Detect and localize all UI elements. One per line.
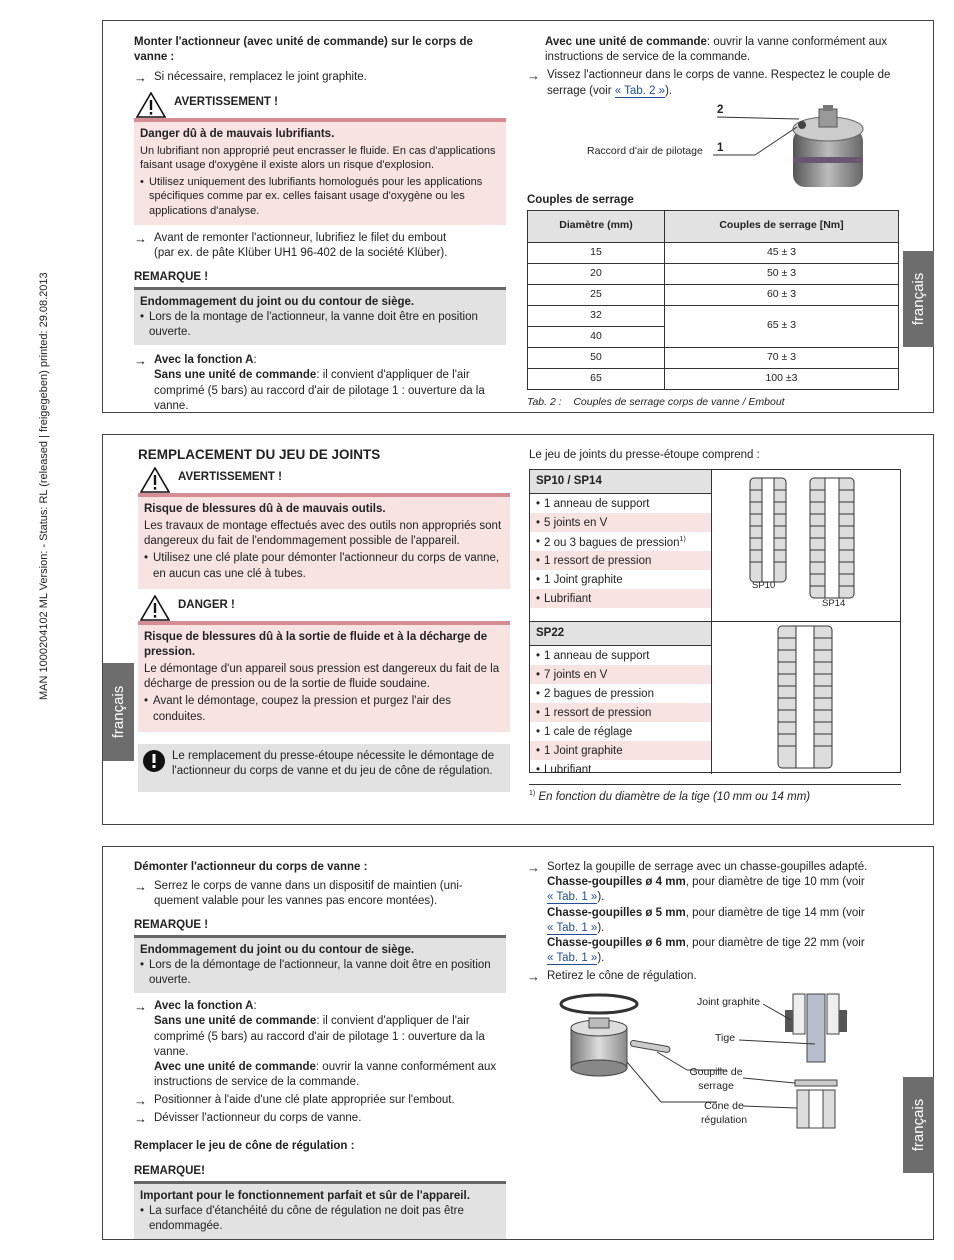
- p3-remark-body: [134, 938, 506, 994]
- fig-caption-pilot-air: Raccord d'air de pilotage: [587, 144, 703, 157]
- p3-step-remove-cone: → Retirez le cône de régulation.: [527, 969, 905, 984]
- p1-remark-body: [134, 290, 506, 346]
- p2-danger-bullet: • Avant le démontage, coupez la pression et purgez l'air des conduites.: [144, 694, 504, 724]
- p1-step-lubricate-text: → Avant de remonter l'actionneur, lubrifiez le filet du embout: [154, 232, 447, 245]
- p3-heading-2: Remplacer le jeu de cône de régulation :: [134, 1139, 355, 1152]
- print-status-text: MAN 1000204102 ML Version: - Status: RL (released | freigegeben) printed: 29.08.2013: [38, 272, 50, 700]
- list-item: • 1 cale de réglage: [530, 722, 711, 741]
- punch-4mm-text: , pour diamètre de tige 10 mm (voir: [685, 876, 865, 889]
- p1-step-lubricate-note: (par ex. de pâte Klüber UH1 96-402 de la société Klüber).: [154, 247, 448, 260]
- table-row: 15 45 ± 3: [528, 242, 899, 263]
- punch-5mm: Chasse-goupilles ø 5 mm: [547, 906, 686, 919]
- p2-warning-bullet: • Utilisez une clé plate pour démonter l'actionneur du corps de vanne, en aucun cas une clé à tubes.: [144, 551, 504, 581]
- footnote-text: En fonction du diamètre de la tige (10 mm ou 14 mm): [538, 790, 811, 803]
- p1-warning-title: AVERTISSEMENT !: [174, 95, 278, 108]
- p1-with-control-unit-text: : ouvrir la vanne conformément aux instructions de service de la commande.: [545, 36, 888, 64]
- label-graphite-joint: Joint graphite: [697, 996, 761, 1009]
- p1-remark-title: REMARQUE !: [134, 270, 506, 290]
- seal-stack-drawing: [712, 470, 898, 620]
- p1-screw-close: ).: [665, 84, 673, 97]
- warning-triangle-icon: [140, 467, 170, 493]
- sp2-header: SP22: [530, 622, 711, 646]
- list-item: • 1 Joint graphite: [530, 741, 711, 760]
- torque-col-torque: Couples de serrage [Nm]: [665, 210, 899, 242]
- p3-remark-title: REMARQUE !: [134, 918, 506, 938]
- fig-label-2: 2: [717, 103, 724, 116]
- sp22-seal-stack-drawing: [712, 622, 898, 772]
- p2-warning-subtitle: Risque de blessures dû à de mauvais outils.: [144, 502, 386, 515]
- p2-right-column: [529, 448, 901, 803]
- footnote-number: 1): [529, 790, 536, 797]
- list-item: • 5 joints en V: [530, 513, 711, 532]
- list-item: • 1 ressort de pression: [530, 551, 711, 570]
- panel-actuator-mounting: [102, 20, 934, 413]
- footnote-marker: 1): [679, 536, 686, 544]
- table-row: 50 70 ± 3: [528, 347, 899, 368]
- tab-caption-number: Tab. 2 :: [527, 395, 562, 408]
- p3-remove-pin-text: → Sortez la goupille de serrage avec un chasse-goupilles adapté.: [547, 861, 868, 873]
- p2-danger-body: [138, 625, 510, 732]
- table-row: 32 65 ± 3: [528, 305, 899, 326]
- seal-kit-sp22: [530, 622, 900, 777]
- p2-warning-title: AVERTISSEMENT !: [178, 470, 282, 483]
- p2-danger-title: DANGER !: [178, 598, 235, 611]
- punch-6mm-text: , pour diamètre de tige 22 mm (voir: [685, 936, 865, 949]
- p1-actuator-figure: [527, 103, 907, 187]
- list-item: • 1 anneau de support: [530, 646, 711, 665]
- language-tab-fr[interactable]: français: [903, 251, 934, 347]
- torque-table: [527, 210, 899, 390]
- punch-6mm: Chasse-goupilles ø 6 mm: [547, 936, 686, 949]
- p1-warning-subtitle: Danger dû à de mauvais lubrifiants.: [140, 127, 335, 140]
- p2-section-title: REMPLACEMENT DU JEU DE JOINTS: [138, 447, 381, 462]
- list-item: • 2 ou 3 bagues de pression$^{1)}$: [530, 532, 711, 551]
- sp10-label: SP10: [752, 580, 776, 591]
- p3-remark2-bullet: • La surface d'étanchéité du cône de régulation ne doit pas être endommagée.: [140, 1204, 500, 1234]
- p2-warning-text: Les travaux de montage effectués avec des outils non appropriés sont dangereux du fait de l'endommagement possible de l'appareil.: [144, 519, 502, 548]
- p3-remark2-subtitle: Important pour le fonctionnement parfait et sûr de l'appareil.: [140, 1189, 470, 1202]
- tab-1-link[interactable]: « Tab. 1 »: [547, 921, 598, 934]
- p1-with-control-unit: Avec une unité de commande: [545, 36, 707, 48]
- p3-step-unscrew: → Dévisser l'actionneur du corps de vanne.: [134, 1111, 506, 1126]
- tab-2-link[interactable]: « Tab. 2 »: [614, 84, 666, 97]
- punch-5mm-text: , pour diamètre de tige 14 mm (voir: [685, 906, 865, 919]
- seal-kit-table: [529, 469, 901, 777]
- p1-remark-subtitle: Endommagement du joint ou du contour de siège.: [140, 295, 415, 308]
- list-item: • 2 bagues de pression: [530, 684, 711, 703]
- label-regulating-cone: Cône de régulation: [700, 1100, 748, 1127]
- p3-with-control-unit: Avec une unité de commande: [154, 1060, 316, 1073]
- tab-1-link[interactable]: « Tab. 1 »: [547, 891, 598, 904]
- exclamation-circle-icon: [142, 749, 166, 773]
- p3-no-control-unit-text: : il convient d'appliquer de l'air comprimé (5 bars) au raccord d'air de pilotage 1 : ouverture da la vanne.: [154, 1015, 485, 1058]
- p3-with-control-unit-text: : ouvrir la vanne conformément aux instructions de service de la commande.: [154, 1060, 497, 1089]
- tab-1-link[interactable]: « Tab. 1 »: [547, 952, 598, 965]
- p2-left-column: [138, 446, 510, 792]
- language-tab-fr[interactable]: français: [903, 1077, 934, 1173]
- seal-kit-sp10-sp14: [530, 470, 900, 622]
- table-row: 25 60 ± 3: [528, 284, 899, 305]
- list-item: • Lubrifiant: [530, 760, 711, 779]
- p1-screw-text: Vissez l'actionneur dans le corps de vanne. Respectez le couple de serrage (voir: [547, 69, 891, 97]
- p2-danger-text: Le démontage d'un appareil sous pression est dangereux du fait de la décharge de pression ou de la sortie de fluide soudaine.: [144, 663, 500, 691]
- p3-left-column: [134, 860, 506, 1239]
- list-item: • Lubrifiant: [530, 589, 711, 608]
- p1-step-replace-graphite: → Si nécessaire, remplacez le joint graphite.: [134, 70, 506, 85]
- label-clamping-pin: Goupille de serrage: [689, 1066, 743, 1093]
- p2-warning-header: [138, 467, 510, 497]
- p1-left-column: [134, 35, 506, 414]
- p1-no-control-unit-text: : il convient d'appliquer de l'air comprimé (5 bars) au raccord d'air de pilotage 1 : ouverture da la vanne.: [154, 369, 485, 412]
- sp10-sp14-drawing: [712, 470, 900, 621]
- p3-step-function-a: → Avec la fonction A: Sans une unité de commande: il convient d'appliquer de l'air comprimé (5 bars) au raccord d'air de pilotage 1 : ouverture da la vanne. Avec une unité de commande: ouvrir la vanne conformément aux instructions de service de la commande.: [134, 999, 506, 1090]
- p1-function-a-label: Avec la fonction A: [154, 354, 254, 367]
- p1-remark-bullet: • Lors de la montage de l'actionneur, la vanne doit être en position ouverte.: [140, 310, 500, 340]
- p1-step-lubricate: [134, 231, 506, 261]
- p2-danger-subtitle: Risque de blessures dû à la sortie de fluide et à la décharge de pression.: [144, 630, 488, 658]
- torque-table-title: Couples de serrage: [527, 193, 634, 206]
- p2-footnote: [529, 784, 901, 805]
- p1-step-function-a: → Avec la fonction A: Sans une unité de commande: il convient d'appliquer de l'air comprimé (5 bars) au raccord d'air de pilotage 1 : ouverture da la vanne.: [134, 353, 506, 414]
- fig-label-1: 1: [717, 141, 724, 154]
- p3-no-control-unit: Sans une unité de commande: [154, 1015, 317, 1028]
- p1-warning-bullet: • Utilisez uniquement des lubrifiants homologués pour les applications spécifiques comme par ex. celles faisant usage d'oxygène ou les applications d'analyse.: [140, 175, 500, 219]
- p3-step-remove-pin: → Sortez la goupille de serrage avec un chasse-goupilles adapté. Chasse-goupilles ø 4 mm, pour diamètre de tige 10 mm (voir « Tab. 1 »). Chasse-goupilles ø 5 mm, pour diamètre de tige 14 mm (voir « Tab. 1 »). Chasse-goupilles ø 6 mm, pour diamètre de tige 22 mm (voir « Tab. 1 »).: [527, 860, 905, 966]
- p2-warning-body: [138, 497, 510, 589]
- sp14-label: SP14: [822, 598, 846, 609]
- punch-4mm: Chasse-goupilles ø 4 mm: [547, 876, 686, 889]
- table-row: 20 50 ± 3: [528, 263, 899, 284]
- p1-warning-header: [134, 92, 506, 122]
- p3-heading: Démonter l'actionneur du corps de vanne :: [134, 861, 368, 873]
- panel-actuator-removal: [102, 846, 934, 1240]
- p2-note-text: Le remplacement du presse-étoupe nécessite le démontage de l'actionneur du corps de vanne et du jeu de cône de régulation.: [172, 749, 495, 777]
- p1-no-control-unit: Sans une unité de commande: [154, 369, 317, 382]
- p3-remark2-title: REMARQUE!: [134, 1164, 506, 1184]
- list-item: • 1 Joint graphite: [530, 570, 711, 589]
- p3-function-a-label: Avec la fonction A: [154, 1000, 254, 1013]
- p1-right-column: [527, 35, 907, 410]
- sp1-header: SP10 / SP14: [530, 470, 711, 494]
- tab-caption-text: Couples de serrage corps de vanne / Embout: [573, 395, 785, 408]
- p1-heading: Monter l'actionneur (avec unité de commande) sur le corps de vanne :: [134, 36, 473, 64]
- table-row: 65 100 ±3: [528, 368, 899, 389]
- list-item: • 1 anneau de support: [530, 494, 711, 513]
- label-stem: Tige: [715, 1032, 736, 1045]
- p2-intro: Le jeu de joints du presse-étoupe comprend :: [529, 449, 760, 461]
- sp22-drawing: [712, 622, 900, 774]
- table-row: 40: [528, 326, 899, 347]
- p3-right-column: [527, 860, 905, 1140]
- p3-cone-figure: [527, 990, 905, 1140]
- danger-triangle-icon: [140, 595, 170, 621]
- p3-step-clamp: → Serrez le corps de vanne dans un dispositif de maintien (uni-quement valable pour les vannes pas encore montées).: [134, 879, 506, 909]
- torque-col-diameter: Diamètre (mm): [528, 210, 665, 242]
- panel-seal-replacement: [102, 434, 934, 825]
- list-item: • 1 ressort de pression: [530, 703, 711, 722]
- torque-table-caption: [527, 396, 907, 410]
- p3-remark-bullet: • Lors de la démontage de l'actionneur, la vanne doit être en position ouverte.: [140, 958, 500, 988]
- language-tab-fr[interactable]: français: [103, 663, 134, 761]
- p2-note-box: [138, 744, 510, 792]
- p3-remark-subtitle: Endommagement du joint ou du contour de siège.: [140, 943, 415, 956]
- list-item: • 7 joints en V: [530, 665, 711, 684]
- p1-warning-body: [134, 122, 506, 226]
- warning-triangle-icon: [136, 92, 166, 118]
- p1-step-screw-actuator: [527, 68, 907, 98]
- p3-step-wrench: → Positionner à l'aide d'une clé plate appropriée sur l'embout.: [134, 1093, 506, 1108]
- p1-warning-text: Un lubrifiant non approprié peut encrasser le fluide. En cas d'applications faisant usage d'oxygène il existe alors un risque d'explosion.: [140, 144, 496, 172]
- p1-control-unit-paragraph: [527, 35, 907, 65]
- p3-remark2-body: [134, 1184, 506, 1240]
- p2-danger-header: [138, 595, 510, 625]
